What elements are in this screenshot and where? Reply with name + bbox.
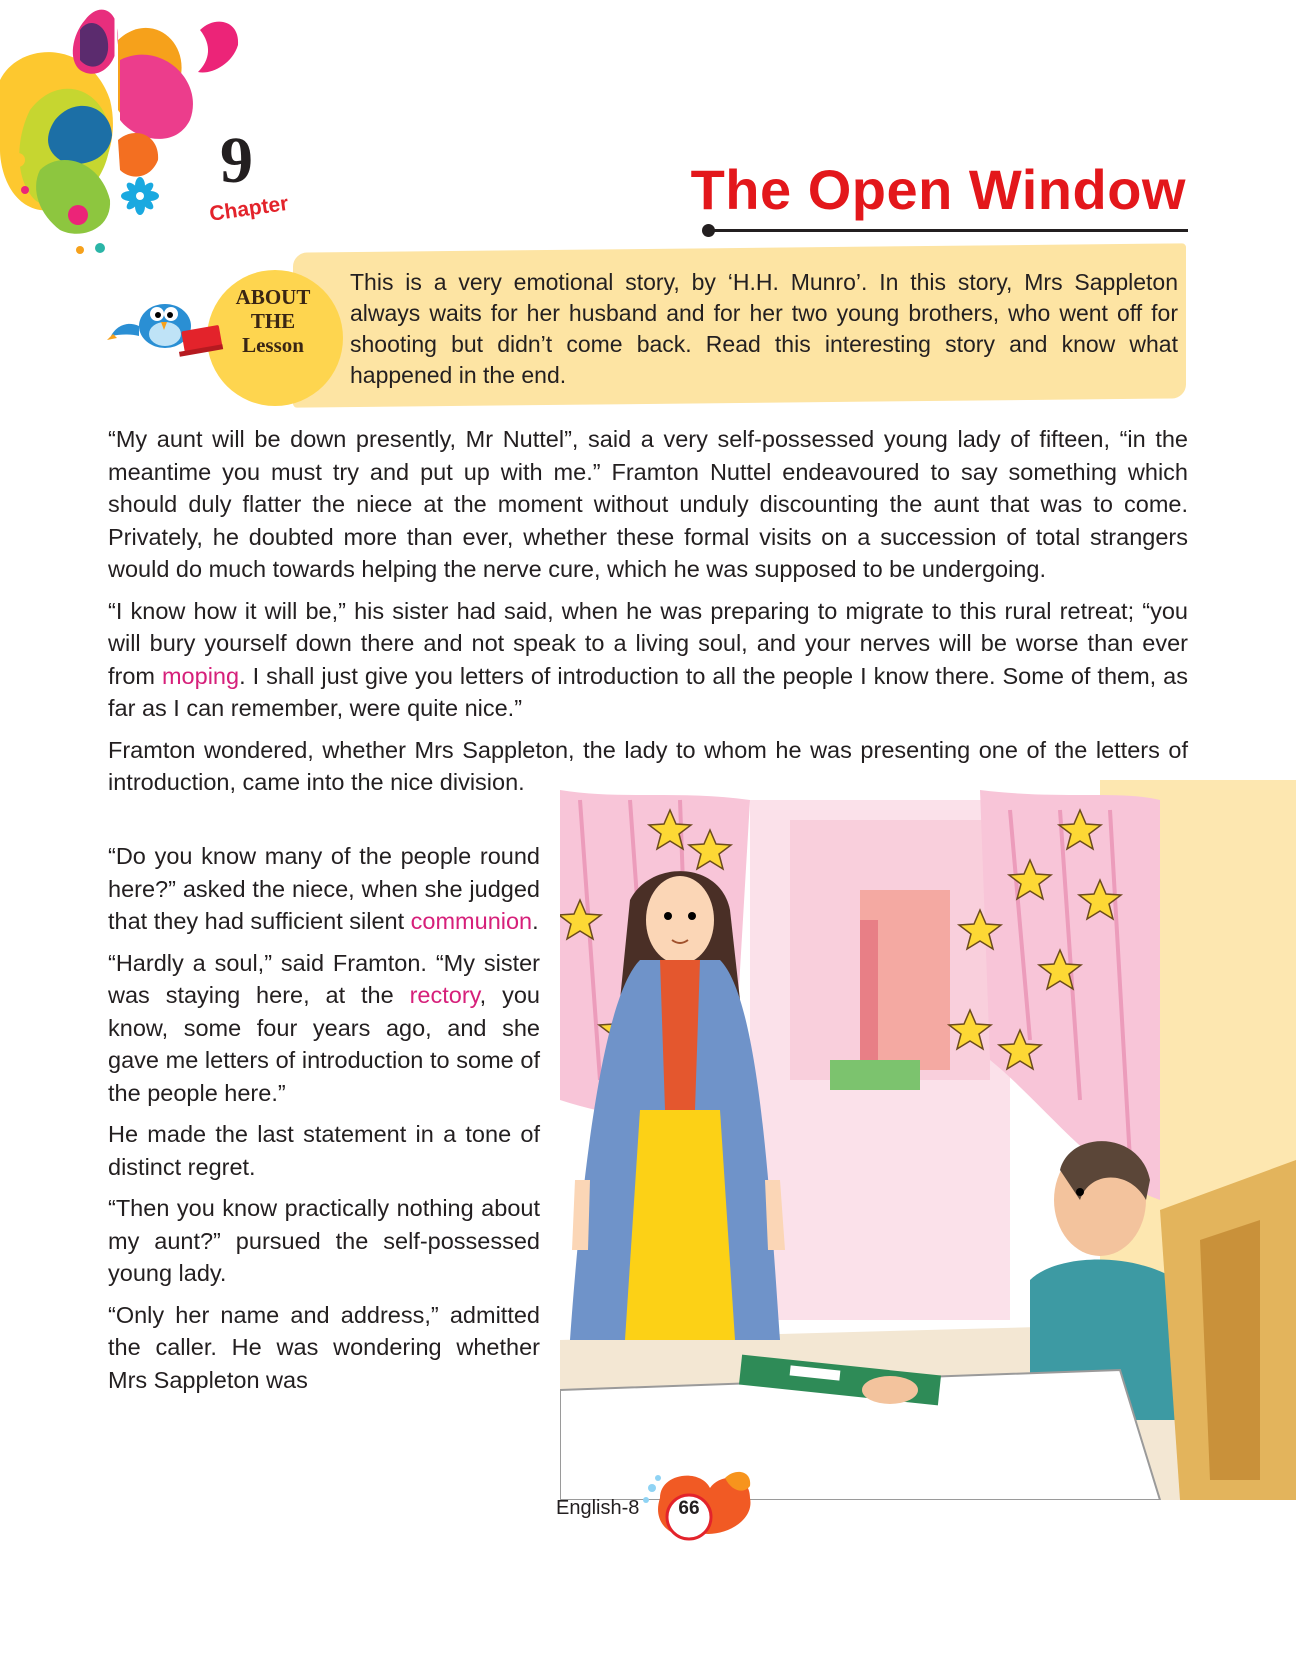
story-illustration <box>560 780 1296 1500</box>
story-text: “I know how it will be,” his sister had said, when he was preparing to migrate to this rural retreat; “you will bury yourself down there and not speak to a living soul, and your nerves will be worse than ever from <box>108 597 1188 689</box>
badge-line-1: ABOUT <box>235 285 311 309</box>
keyword-communion: communion <box>410 908 533 934</box>
story-paragraph-3: Framton wondered, whether Mrs Sappleton, the lady to whom he was presenting one of the letters of introduction, came into the nice division. <box>108 736 1188 795</box>
chapter-label: Chapter <box>208 191 290 226</box>
story-text: . I shall just give you letters of introduction to all the people I know there. Some of them, as far as I can remember, were quite nice.” <box>108 662 1188 721</box>
story-text: “Hardly a soul,” said Framton. “My sister was staying here, at the <box>108 949 540 1008</box>
story-column-full <box>108 423 1188 808</box>
story-paragraph-4 <box>108 840 540 938</box>
chapter-number: 9 <box>220 124 253 197</box>
story-paragraph-8: “Only her name and address,” admitted the caller. He was wondering whether Mrs Sappleton was <box>108 1301 540 1393</box>
story-text: “Do you know many of the people round here?” asked the niece, when she judged that they had sufficient silent <box>108 843 540 934</box>
keyword-moping: moping <box>161 662 240 689</box>
keyword-rectory: rectory <box>409 982 480 1008</box>
story-paragraph-7: “Then you know practically nothing about my aunt?” pursued the self-possessed young lady. <box>108 1195 540 1286</box>
about-lesson-text: This is a very emotional story, by ‘H.H. Munro’. In this story, Mrs Sappleton always waits for her husband and for her two young brothers, who went off for shooting but didn’t come back. Read this interesting story and know what happened in the end. <box>350 269 1178 388</box>
story-paragraph-2 <box>108 595 1188 725</box>
story-paragraph-5 <box>108 947 540 1110</box>
story-paragraph-6: He made the last statement in a tone of distinct regret. <box>108 1121 540 1180</box>
story-text: . <box>532 908 539 934</box>
footer-book-name: English-8 <box>556 1497 640 1519</box>
badge-line-3: Lesson <box>242 333 304 357</box>
bird-laptop-icon <box>105 284 235 364</box>
title-rule <box>712 229 1188 232</box>
badge-line-2: THE <box>250 309 296 333</box>
story-paragraph-1: “My aunt will be down presently, Mr Nuttel”, said a very self-possessed young lady of fifteen, “in the meantime you must try and put up with me.” Framton Nuttel endeavoured to say something which should duly flatter the niece at the moment without unduly discounting the aunt that was to come. Privately, he doubted more than ever, whether these formal visits on a succession of total strangers would do much towards helping the nerve cure, which he was supposed to be undergoing. <box>108 426 1188 582</box>
page-number: 66 <box>678 1498 700 1519</box>
chapter-title: The Open Window <box>690 158 1186 221</box>
story-column-left <box>108 840 540 1405</box>
story-text: , you know, some four years ago, and she gave me letters of introduction to some of the people here.” <box>108 982 540 1106</box>
